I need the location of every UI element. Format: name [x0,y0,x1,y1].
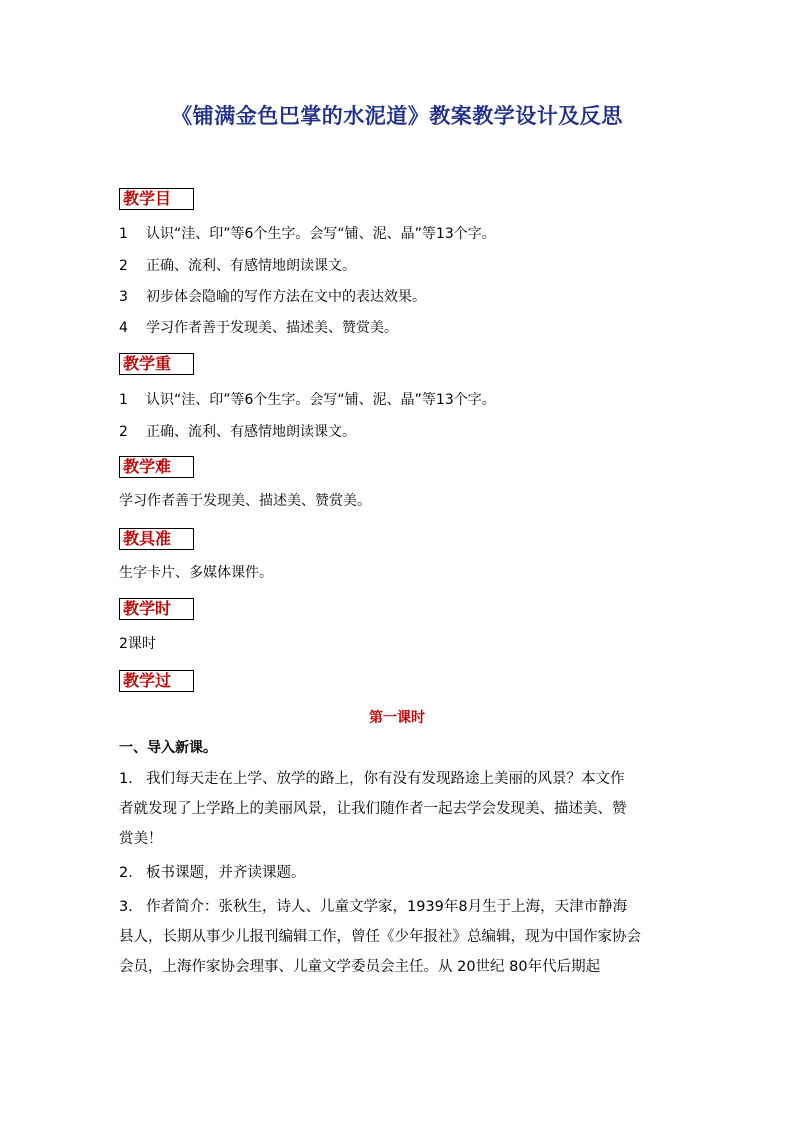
list-item: 3 初步体会隐喻的写作方法在文中的表达效果。 [119,289,426,305]
lesson-title: 第一课时 [369,710,425,726]
section-heading-difficulties: 教学难 [119,456,194,478]
section-heading-key-points: 教学重 [119,353,194,375]
part-title: 一、导入新课。 [119,740,217,756]
step-1: 1. 我们每天走在上学、放学的路上，你有没有发现路途上美丽的风景？本文作 者就发现了上学路上的美丽风景，让我们随作者一起去学会发现美、描述美、赞 赏美！ [119,771,627,847]
section-heading-goals: 教学目 [119,188,194,210]
section-heading-process: 教学过 [119,670,194,692]
step-2: 2. 板书课题，并齐读课题。 [119,865,306,881]
list-item: 2 正确、流利、有感情地朗读课文。 [119,258,356,274]
section-text-materials: 生字卡片、多媒体课件。 [119,565,273,581]
list-item: 1 认识“洼、印”等6个生字。会写“铺、泥、晶”等13个字。 [119,226,496,242]
section-text-difficulties: 学习作者善于发现美、描述美、赞赏美。 [119,493,371,509]
list-item: 2 正确、流利、有感情地朗读课文。 [119,424,356,440]
section-heading-materials: 教具准 [119,528,194,550]
step-3: 3. 作者简介：张秋生，诗人、儿童文学家，1939年8月生于上海，天津市静海 县人，长期从事少儿报刊编辑工作，曾任《少年报社》总编辑，现为中国作家协会 会员，上海作家协会理事、儿童文学委员会主任。从 20世纪 80年代后期起 [119,899,641,975]
list-item: 1 认识“洼、印”等6个生字。会写“铺、泥、晶”等13个字。 [119,392,496,408]
list-item: 4 学习作者善于发现美、描述美、赞赏美。 [119,320,398,336]
section-text-hours: 2课时 [119,636,156,652]
page-title: 《铺满金色巴掌的水泥道》教案教学设计及反思 [171,103,623,128]
section-heading-hours: 教学时 [119,598,194,620]
